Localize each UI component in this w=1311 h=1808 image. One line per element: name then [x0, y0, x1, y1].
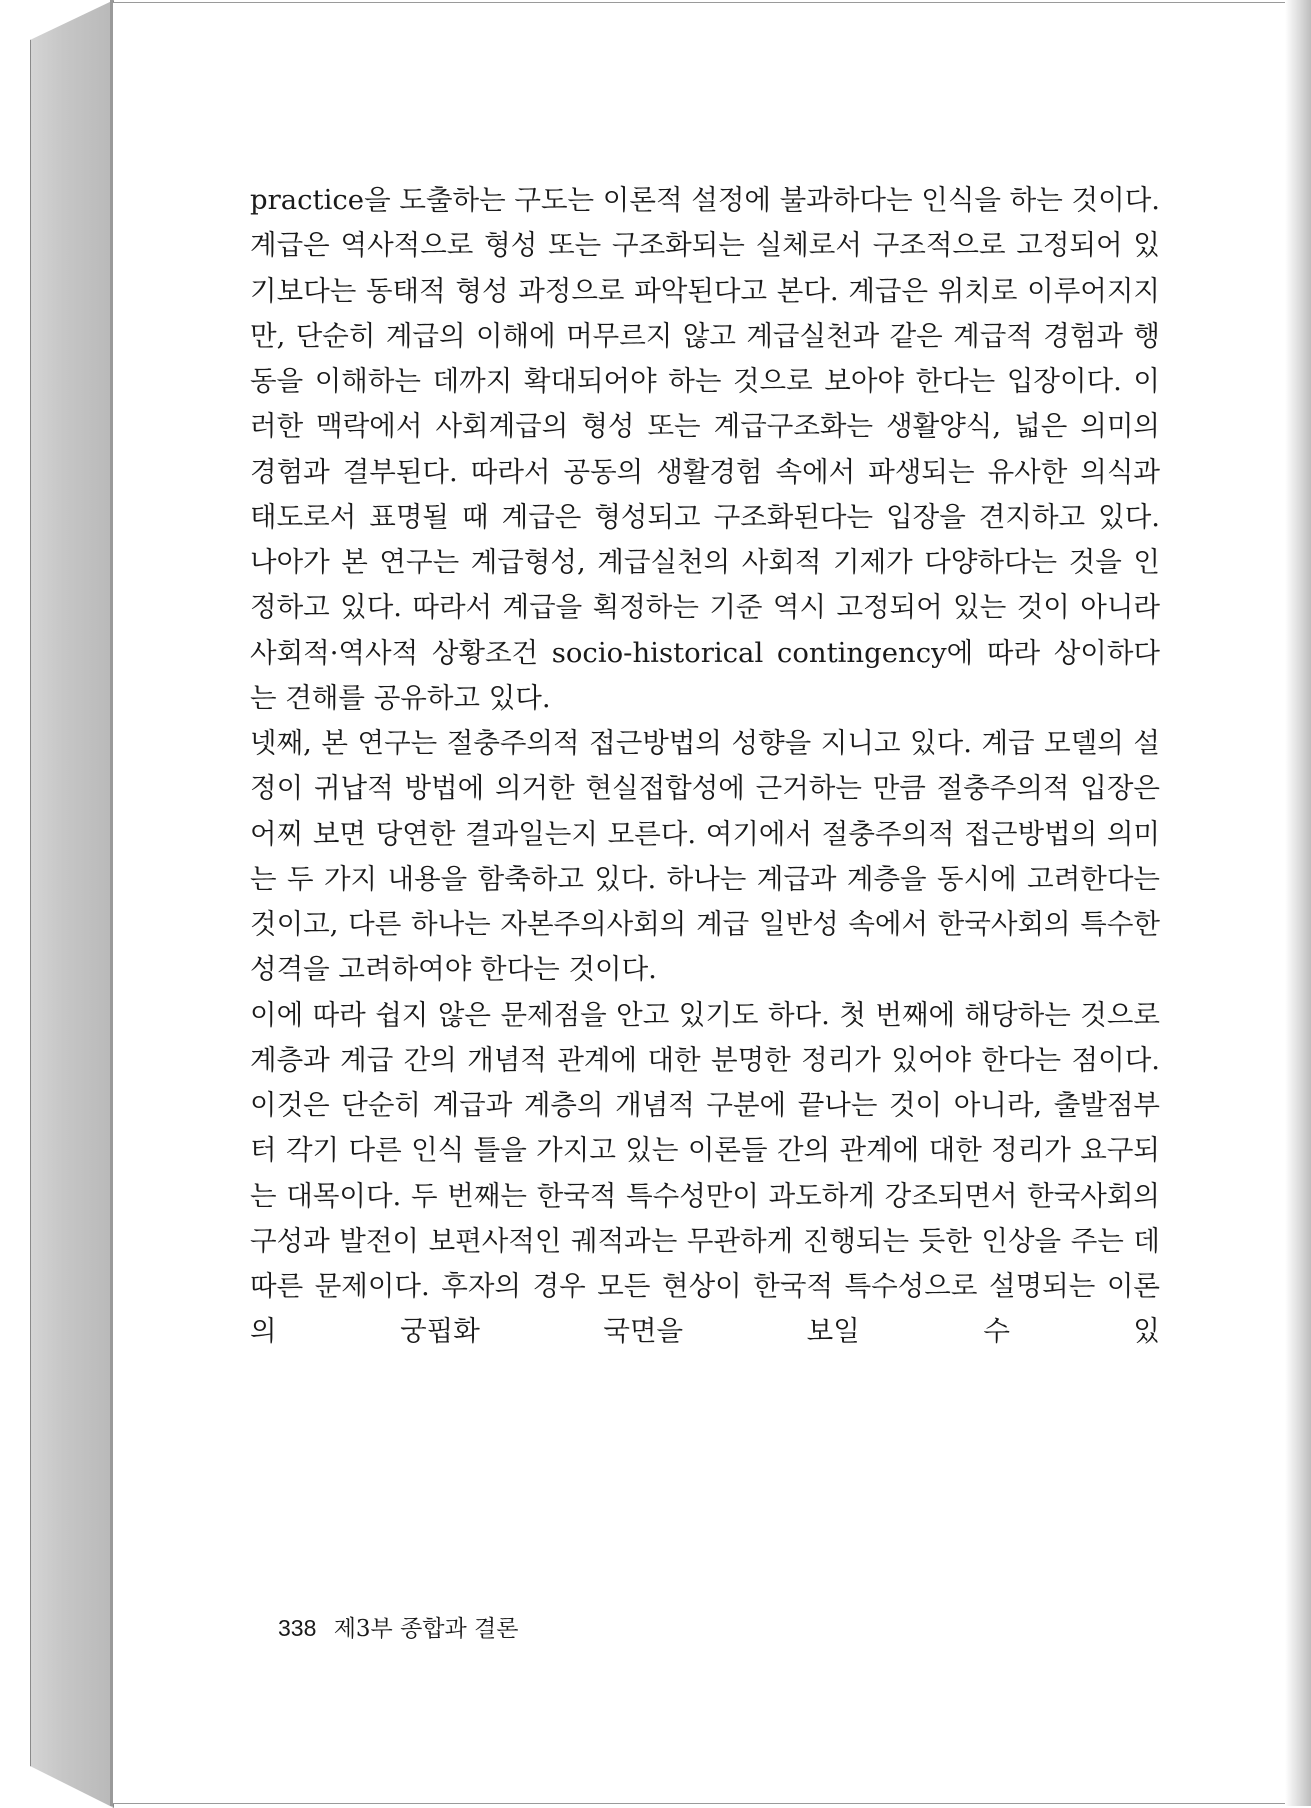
book-spine	[30, 0, 114, 1808]
page-number: 338	[278, 1615, 317, 1641]
section-title: 제3부 종합과 결론	[333, 1616, 519, 1642]
page-edge-shadow	[1285, 0, 1311, 1806]
paragraph-3: 이에 따라 쉽지 않은 문제점을 안고 있기도 하다. 첫 번째에 해당하는 것으로 계층과 계급 간의 개념적 관계에 대한 분명한 정리가 있어야 한다는 점이다. 이것은 단순히 계급과 계층의 개념적 구분에 끝나는 것이 아니라, 출발점부터 각기 다른 인식 틀을 가지고 있는 이론들 간의 관계에 대한 정리가 요구되는 대목이다. 두 번째는 한국적 특수성만이 과도하게 강조되면서 한국사회의 구성과 발전이 보편사적인 궤적과는 무관하게 진행되는 듯한 인상을 주는 데 따른 문제이다. 후자의 경우 모든 현상이 한국적 특수성으로 설명되는 이론의 궁핍화 국면을 보일 수 있	[250, 998, 1160, 1348]
paragraph-1: practice을 도출하는 구도는 이론적 설정에 불과하다는 인식을 하는 것이다. 계급은 역사적으로 형성 또는 구조화되는 실체로서 구조적으로 고정되어 있기보다는 동태적 형성 과정으로 파악된다고 본다. 계급은 위치로 이루어지지만, 단순히 계급의 이해에 머무르지 않고 계급실천과 같은 계급적 경험과 행동을 이해하는 데까지 확대되어야 하는 것으로 보아야 한다는 입장이다. 이러한 맥락에서 사회계급의 형성 또는 계급구조화는 생활양식, 넓은 의미의 경험과 결부된다. 따라서 공동의 생활경험 속에서 파생되는 유사한 의식과 태도로서 표명될 때 계급은 형성되고 구조화된다는 입장을 견지하고 있다. 나아가 본 연구는 계급형성, 계급실천의 사회적 기제가 다양하다는 것을 인정하고 있다. 따라서 계급을 획정하는 기준 역시 고정되어 있는 것이 아니라 사회적·역사적 상황조건 socio-historical contingency에 따라 상이하다는 견해를 공유하고 있다.	[250, 184, 1160, 714]
paragraph-2: 넷째, 본 연구는 절충주의적 접근방법의 성향을 지니고 있다. 계급 모델의 설정이 귀납적 방법에 의거한 현실접합성에 근거하는 만큼 절충주의적 입장은 어찌 보면 당연한 결과일는지 모른다. 여기에서 절충주의적 접근방법의 의미는 두 가지 내용을 함축하고 있다. 하나는 계급과 계층을 동시에 고려한다는 것이고, 다른 하나는 자본주의사회의 계급 일반성 속에서 한국사회의 특수한 성격을 고려하여야 한다는 것이다.	[250, 727, 1160, 986]
page-footer	[278, 1610, 518, 1643]
body-text	[250, 178, 1160, 1355]
